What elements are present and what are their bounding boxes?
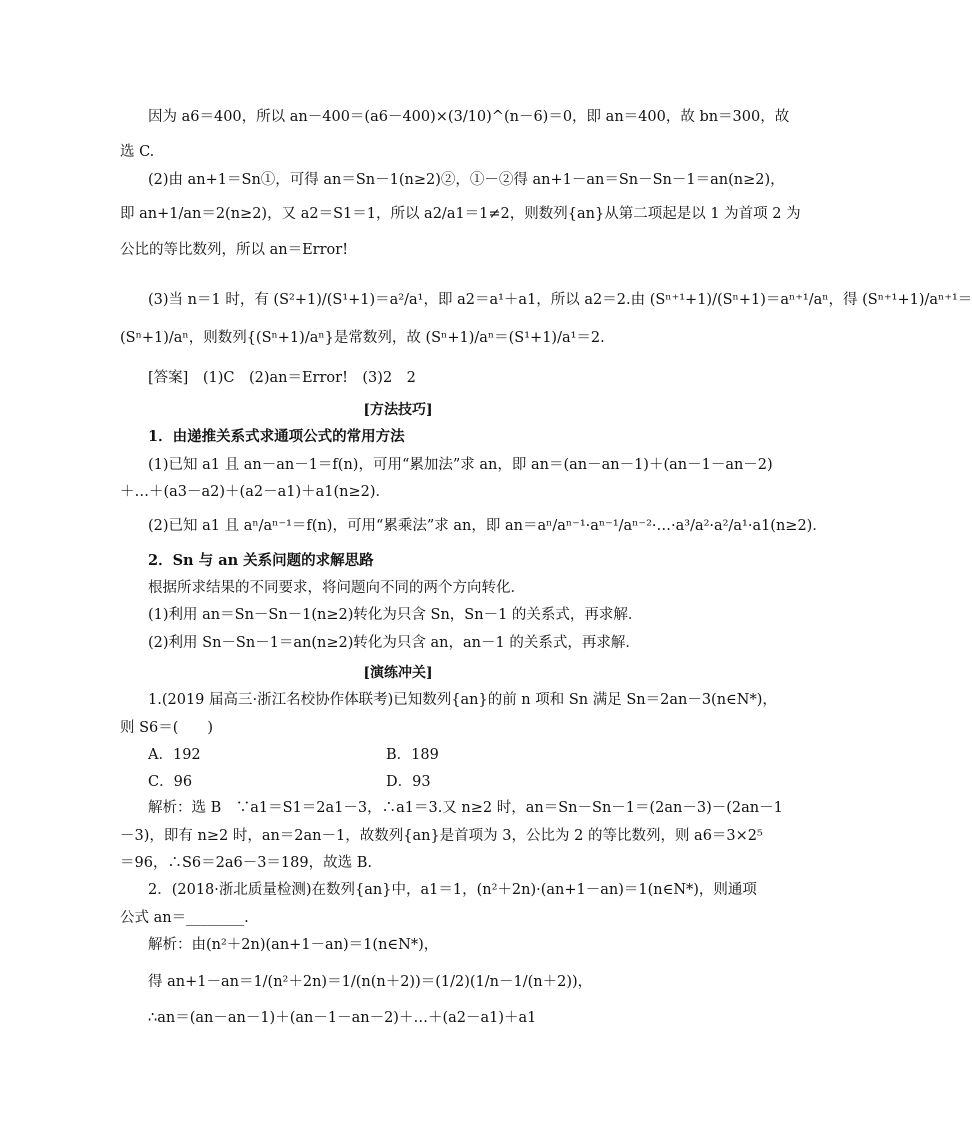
text-line-l10: 1．由递推关系式求通项公式的常用方法	[148, 428, 405, 445]
option-optA: A．192	[148, 747, 201, 763]
text-line-l17: (2)利用 Sn－Sn－1＝an(n≥2)转化为只含 an，an－1 的关系式，再求解．	[148, 635, 640, 651]
text-line-l11: (1)已知 a1 且 an－an－1＝f(n)，可用“累加法”求 an，即 an＝(an－an－1)＋(an－1－an－2)	[148, 457, 773, 473]
text-line-l01: 因为 a6＝400，所以 an－400＝(a6－400)×(3/10)^(n－6)＝0，即 an＝400，故 bn＝300，故	[148, 109, 790, 125]
option-optB: B．189	[386, 747, 439, 763]
text-line-l20: 则 S6＝( )	[120, 720, 214, 736]
text-line-l25: ＝96，∴S6＝2a6－3＝189，故选 B.	[120, 855, 372, 871]
text-line-l28: 解析：由(n²＋2n)(an+1－an)＝1(n∈N*)，	[148, 937, 439, 953]
option-optC: C．96	[148, 774, 193, 790]
text-line-l04: 即 an+1/an＝2(n≥2)，又 a2＝S1＝1，所以 a2/a1＝1≠2，则数列{an}从第二项起是以 1 为首项 2 为	[120, 206, 801, 222]
text-line-l08: [答案] (1)C (2)an＝Error! (3)2 2	[148, 370, 416, 386]
text-line-l23: 解析：选 B ∵a1＝S1＝2a1－3，∴a1＝3.又 n≥2 时，an＝Sn－Sn－1＝(2an－3)－(2an－1	[148, 800, 783, 816]
text-line-l15: 根据所求结果的不同要求，将问题向不同的两个方向转化．	[148, 580, 525, 596]
text-line-l19: 1.(2019 届高三·浙江名校协作体联考)已知数列{an}的前 n 项和 Sn 满足 Sn＝2an－3(n∈N*)，	[148, 692, 777, 708]
text-line-l30: ∴an＝(an－an－1)＋(an－1－an－2)＋…＋(a2－a1)＋a1	[148, 1010, 537, 1026]
text-line-l16: (1)利用 an＝Sn－Sn－1(n≥2)转化为只含 Sn，Sn－1 的关系式，再求解．	[148, 607, 643, 623]
text-line-l29: 得 an+1－an＝1/(n²＋2n)＝1/(n(n＋2))＝(1/2)(1/n－1/(n＋2))，	[148, 974, 593, 990]
text-line-l26: 2．(2018·浙北质量检测)在数列{an}中，a1＝1，(n²＋2n)·(an+1－an)＝1(n∈N*)，则通项	[148, 882, 757, 898]
text-line-l03: (2)由 an+1＝Sn①，可得 an＝Sn－1(n≥2)②，①－②得 an+1－an＝Sn－Sn－1＝an(n≥2)，	[148, 172, 785, 188]
text-line-l06: (3)当 n＝1 时，有 (S²+1)/(S¹+1)＝a²/a¹，即 a2＝a¹＋a1，所以 a2＝2.由 (Sⁿ⁺¹+1)/(Sⁿ+1)＝aⁿ⁺¹/aⁿ，得 (Sⁿ⁺¹+1)/aⁿ⁺¹＝	[148, 292, 972, 308]
text-line-l13: (2)已知 a1 且 aⁿ/aⁿ⁻¹＝f(n)，可用“累乘法”求 an，即 an＝aⁿ/aⁿ⁻¹·aⁿ⁻¹/aⁿ⁻²·…·a³/a²·a²/a¹·a1(n≥2)．	[148, 518, 827, 534]
text-line-l24: －3)，即有 n≥2 时，an＝2an－1，故数列{an}是首项为 3，公比为 2 的等比数列，则 a6＝3×2⁵	[120, 828, 763, 844]
option-optD: D．93	[386, 774, 431, 790]
text-line-l12: ＋…＋(a3－a2)＋(a2－a1)＋a1(n≥2)．	[120, 484, 391, 500]
text-line-l18: [演练冲关]	[363, 665, 433, 681]
text-line-l09: [方法技巧]	[363, 402, 433, 418]
text-line-l05: 公比的等比数列，所以 an＝Error!	[120, 242, 349, 258]
text-line-l14: 2．Sn 与 an 关系问题的求解思路	[148, 552, 374, 569]
text-line-l27: 公式 an＝________.	[120, 910, 249, 926]
text-line-l07: (Sⁿ+1)/aⁿ，则数列{(Sⁿ+1)/aⁿ}是常数列，故 (Sⁿ+1)/aⁿ＝(S¹+1)/a¹＝2.	[120, 330, 605, 346]
text-line-l02: 选 C.	[120, 144, 155, 160]
